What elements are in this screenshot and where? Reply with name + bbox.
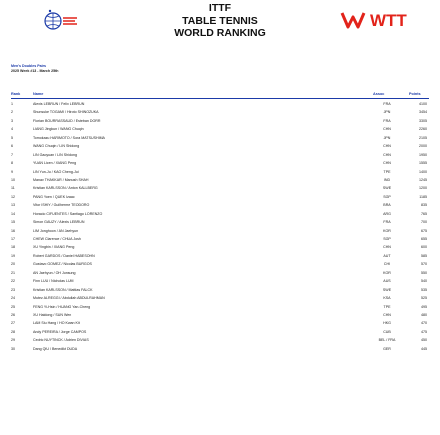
- column-header-name: Name: [33, 92, 44, 96]
- points-cell: 1950: [419, 152, 427, 157]
- assoc-cell: FRA: [383, 118, 391, 123]
- week-label: 2025 Week #13 - March 25th: [11, 69, 59, 73]
- assoc-cell: SGP: [383, 194, 391, 199]
- title-line-2: TABLE TENNIS: [182, 14, 258, 27]
- table-row: [11, 184, 429, 192]
- table-row: [11, 193, 429, 201]
- header-divider: [11, 98, 429, 99]
- points-cell: 1245: [419, 177, 427, 182]
- points-cell: 835: [421, 203, 427, 208]
- name-cell: FENG Yi-Hsin / HUANG Yan-Cheng: [33, 304, 91, 309]
- category-label: Men's Doubles Pairs: [11, 64, 47, 68]
- rank-cell: 8: [11, 161, 13, 166]
- name-cell: Horacio CIFUENTES / Santiago LORENZO: [33, 211, 103, 216]
- points-cell: 570: [421, 262, 427, 267]
- assoc-cell: FRA: [383, 102, 391, 106]
- rank-cell: 6: [11, 144, 13, 149]
- points-cell: 1400: [419, 169, 427, 174]
- name-cell: AN Jaehyun / OH Junsung: [33, 270, 76, 275]
- table-row: [11, 328, 429, 336]
- name-cell: Finn LUU / Nicholas LUM: [33, 279, 74, 284]
- points-cell: 585: [421, 253, 427, 258]
- ittf-globe-logo-icon: [44, 9, 78, 31]
- assoc-cell: SWE: [382, 287, 392, 292]
- assoc-cell: JPN: [383, 110, 391, 115]
- name-cell: LIN Yun-Ju / KAO Cheng-Jui: [33, 169, 79, 174]
- points-cell: 445: [421, 346, 427, 351]
- assoc-cell: AUT: [383, 253, 391, 258]
- name-cell: Shunsuke TOGAMI / Hiroto SHINOZUKA: [33, 110, 99, 115]
- rank-cell: 3: [11, 118, 13, 123]
- table-row: [11, 108, 429, 116]
- points-cell: 4100: [419, 102, 427, 106]
- points-cell: 550: [421, 270, 427, 275]
- assoc-cell: ARG: [383, 211, 391, 216]
- assoc-cell: CHN: [383, 152, 391, 157]
- assoc-cell: CHN: [383, 312, 391, 317]
- rank-cell: 19: [11, 253, 15, 258]
- table-row: [11, 151, 429, 159]
- rank-cell: 20: [11, 262, 15, 267]
- table-row: [11, 311, 429, 319]
- name-cell: Cedric NUYTINCK / Adrien DIVIAS: [33, 338, 89, 343]
- points-cell: 540: [421, 279, 427, 284]
- assoc-cell: CHN: [383, 127, 391, 132]
- rank-cell: 9: [11, 169, 13, 174]
- assoc-cell: BRA: [383, 203, 391, 208]
- table-row: [11, 117, 429, 125]
- points-cell: 1200: [419, 186, 427, 191]
- rank-cell: 28: [11, 329, 15, 334]
- rank-cell: 14: [11, 211, 15, 216]
- rank-cell: 11: [11, 186, 15, 191]
- table-row: [11, 125, 429, 133]
- assoc-cell: CUB: [383, 329, 391, 334]
- assoc-cell: FRA: [383, 220, 391, 225]
- rank-cell: 1: [11, 102, 13, 106]
- rank-cell: 16: [11, 228, 15, 233]
- points-cell: 700: [421, 220, 427, 225]
- points-cell: 2260: [419, 127, 427, 132]
- rank-cell: 23: [11, 287, 15, 292]
- rank-cell: 13: [11, 203, 15, 208]
- table-row: [11, 201, 429, 209]
- rank-cell: 22: [11, 279, 15, 284]
- points-cell: 475: [421, 329, 427, 334]
- table-row: [11, 252, 429, 260]
- assoc-cell: CHN: [383, 144, 391, 149]
- name-cell: Dang QIU / Benedikt DUDA: [33, 346, 78, 351]
- name-cell: Alexis LEBRUN / Felix LEBRUN: [33, 102, 85, 106]
- rank-cell: 2: [11, 110, 13, 115]
- points-cell: 2000: [419, 144, 427, 149]
- points-cell: 2105: [419, 135, 427, 140]
- table-row: [11, 100, 429, 108]
- column-header-points: Points: [409, 92, 421, 96]
- table-row: [11, 210, 429, 218]
- name-cell: Tomokazu HARIMOTO / Sora MATSUSHIMA: [33, 135, 105, 140]
- rank-cell: 21: [11, 270, 15, 275]
- table-row: [11, 235, 429, 243]
- assoc-cell: CHI: [383, 262, 391, 267]
- column-header-assoc: Assoc: [373, 92, 385, 96]
- name-cell: LAM Siu Hang / HO Kwan Kit: [33, 321, 80, 326]
- assoc-cell: CHN: [383, 245, 391, 250]
- table-row: [11, 294, 429, 302]
- points-cell: 525: [421, 296, 427, 301]
- points-cell: 1555: [419, 161, 427, 166]
- assoc-cell: CHN: [383, 161, 391, 166]
- rank-cell: 18: [11, 245, 15, 250]
- name-cell: WANG Chuqin / LIN Shidong: [33, 144, 80, 149]
- title-line-3: WORLD RANKING: [174, 27, 266, 39]
- table-row: [11, 243, 429, 251]
- rank-cell: 4: [11, 127, 13, 132]
- name-cell: Gustavo GOMEZ / Nicolas BURGOS: [33, 262, 92, 267]
- name-cell: Manav THAKKAR / Manush SHAH: [33, 177, 89, 182]
- table-row: [11, 319, 429, 327]
- assoc-cell: IND: [383, 177, 391, 182]
- name-cell: Kristian KARLSSON / Anton KALLBERG: [33, 186, 98, 191]
- assoc-cell: HKG: [383, 321, 391, 326]
- rank-cell: 7: [11, 152, 13, 157]
- name-cell: Robert GARDOS / Daniel HABESOHN: [33, 253, 95, 258]
- rank-cell: 24: [11, 296, 15, 301]
- wtt-logo-icon: [340, 9, 420, 31]
- name-cell: Florian BOURRASSAUD / Esteban DORR: [33, 118, 101, 123]
- assoc-cell: JPN: [383, 135, 391, 140]
- name-cell: PANG Yoen / QUEK Izaac: [33, 194, 75, 199]
- assoc-cell: BEL / FRA: [378, 338, 396, 343]
- points-cell: 600: [421, 245, 427, 250]
- table-row: [11, 134, 429, 142]
- table-row: [11, 142, 429, 150]
- name-cell: Andy PEREIRA / Jorge CAMPOS: [33, 329, 87, 334]
- assoc-cell: TPE: [383, 304, 391, 309]
- rank-cell: 12: [11, 194, 15, 199]
- assoc-cell: TPE: [383, 169, 391, 174]
- points-cell: 655: [421, 237, 427, 241]
- points-cell: 765: [421, 211, 427, 216]
- points-cell: 675: [421, 228, 427, 233]
- points-cell: 535: [421, 287, 427, 292]
- assoc-cell: SWE: [382, 186, 392, 191]
- points-cell: 495: [421, 304, 427, 309]
- points-cell: 3305: [419, 118, 427, 123]
- table-row: [11, 168, 429, 176]
- rank-cell: 30: [11, 346, 15, 351]
- name-cell: LIANG Jingkun / WANG Chuqin: [33, 127, 84, 132]
- rank-cell: 26: [11, 312, 15, 317]
- ranking-subhead: [11, 64, 58, 74]
- table-row: [11, 269, 429, 277]
- table-row: [11, 286, 429, 294]
- table-row: [11, 227, 429, 235]
- table-row: [11, 218, 429, 226]
- name-cell: Kristian KARLSSON / Mattias FALCK: [33, 287, 93, 292]
- table-row: [11, 176, 429, 184]
- table-row: [11, 303, 429, 311]
- ranking-header: [0, 0, 440, 52]
- points-cell: 3454: [419, 110, 427, 115]
- name-cell: YUAN Licen / XIANG Peng: [33, 161, 77, 166]
- rank-cell: 17: [11, 237, 15, 241]
- rank-cell: 25: [11, 304, 15, 309]
- assoc-cell: KSA: [383, 296, 391, 301]
- assoc-cell: KOR: [383, 228, 391, 233]
- ranking-title: [140, 2, 300, 40]
- table-row: [11, 336, 429, 344]
- rank-cell: 27: [11, 321, 15, 326]
- points-cell: 1185: [419, 194, 427, 199]
- table-row: [11, 159, 429, 167]
- points-cell: 450: [421, 338, 427, 343]
- assoc-cell: KOR: [383, 270, 391, 275]
- table-row: [11, 277, 429, 285]
- rank-cell: 29: [11, 338, 15, 343]
- name-cell: LIN Gaoyuan / LIN Shidong: [33, 152, 77, 157]
- assoc-cell: AUS: [383, 279, 391, 284]
- points-cell: 470: [421, 321, 427, 326]
- rank-cell: 15: [11, 220, 15, 225]
- name-cell: XU Haidong / SUN Wen: [33, 312, 72, 317]
- name-cell: Simon GAUZY / Alexis LEBRUN: [33, 220, 85, 225]
- name-cell: LIM Jonghoon / AN Jaehyun: [33, 228, 79, 233]
- assoc-cell: GER: [383, 346, 391, 351]
- table-row: [11, 260, 429, 268]
- wtt-logo-text: WTT: [370, 11, 407, 30]
- column-header-rank: Rank: [11, 92, 21, 96]
- points-cell: 480: [421, 312, 427, 317]
- name-cell: Vitor ISHIY / Guilherme TEODORO: [33, 203, 90, 208]
- rank-cell: 5: [11, 135, 13, 140]
- name-cell: Mutez ALREGGI / Abdullah ABDULRAHMAN: [33, 296, 105, 301]
- ranking-table: [11, 100, 429, 353]
- rank-cell: 10: [11, 177, 15, 182]
- title-line-1: ITTF: [208, 2, 232, 14]
- name-cell: XU Yingbin / XIANG Peng: [33, 245, 75, 250]
- assoc-cell: SGP: [383, 237, 391, 241]
- table-row: [11, 345, 429, 353]
- name-cell: CHEW Clarence / CHUA Josh: [33, 237, 81, 241]
